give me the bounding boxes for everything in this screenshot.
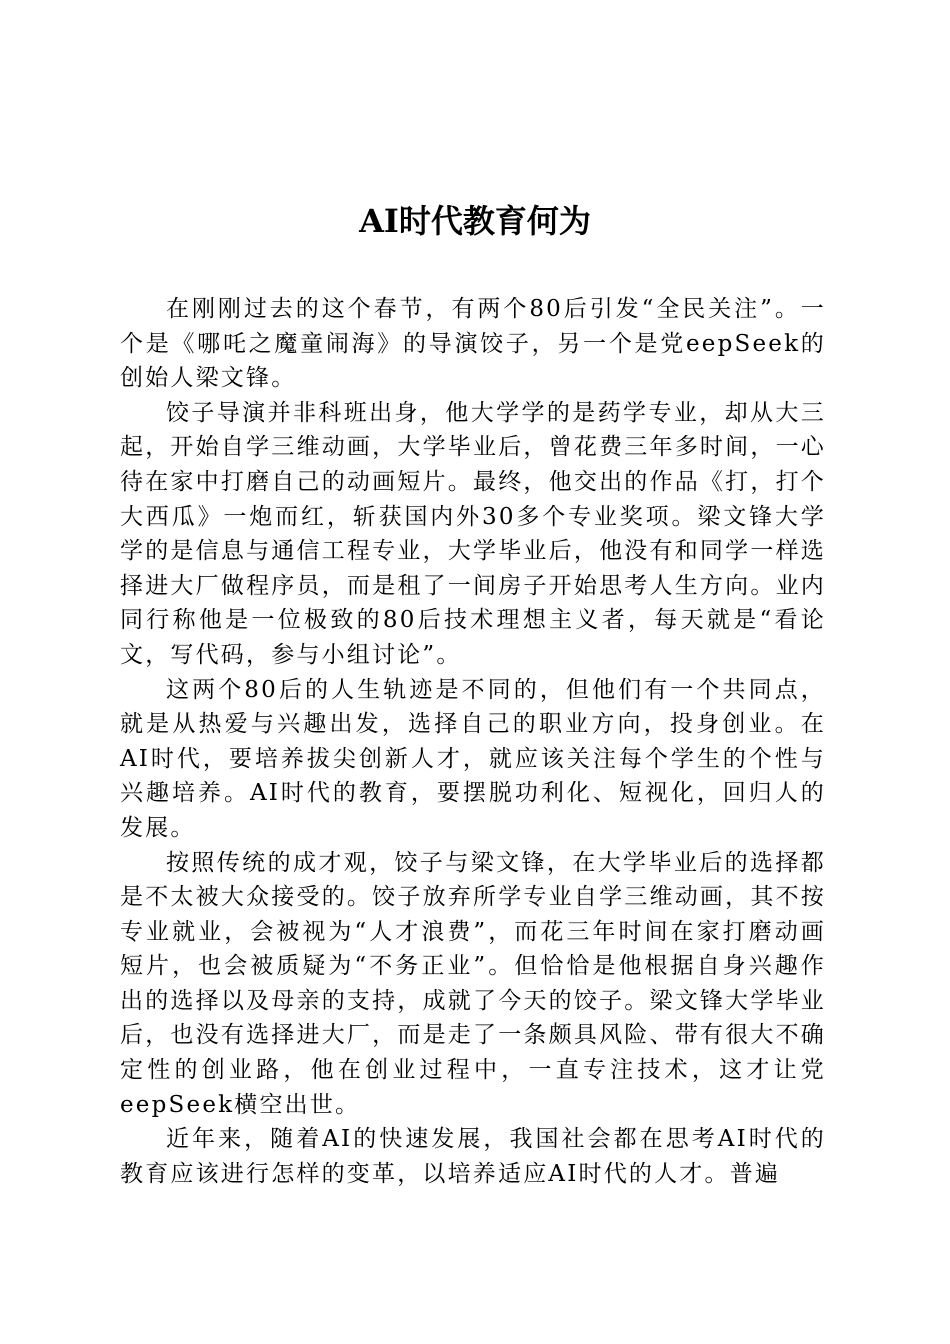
paragraph-5: 近年来，随着AI的快速发展，我国社会都在思考AI时代的教育应该进行怎样的变革，以培养适应AI时代的人才。普遍 <box>120 1126 826 1187</box>
paragraph-1: 在刚刚过去的这个春节，有两个80后引发“全民关注”。一个是《哪吒之魔童闹海》的导演饺子，另一个是党eepSeek的创始人梁文锋。 <box>120 296 826 392</box>
document-body <box>120 292 826 1191</box>
paragraph-2: 饺子导演并非科班出身，他大学学的是药学专业，却从大三起，开始自学三维动画，大学毕业后，曾花费三年多时间，一心待在家中打磨自己的动画短片。最终，他交出的作品《打，打个大西瓜》一炮而红，斩获国内外30多个专业奖项。梁文锋大学学的是信息与通信工程专业，大学毕业后，他没有和同学一样选择进大厂做程序员，而是租了一间房子开始思考人生方向。业内同行称他是一位极致的80后技术理想主义者，每天就是“看论文，写代码，参与小组讨论”。 <box>120 399 826 668</box>
paragraph-3: 这两个80后的人生轨迹是不同的，但他们有一个共同点，就是从热爱与兴趣出发，选择自己的职业方向，投身创业。在AI时代，要培养拔尖创新人才，就应该关注每个学生的个性与兴趣培养。AI时代的教育，要摆脱功利化、短视化，回归人的发展。 <box>120 676 826 841</box>
document-title: AI时代教育何为 <box>359 202 591 240</box>
paragraph-4: 按照传统的成才观，饺子与梁文锋，在大学毕业后的选择都是不太被大众接受的。饺子放弃所学专业自学三维动画，其不按专业就业，会被视为“人才浪费”，而花三年时间在家打磨动画短片，也会被质疑为“不务正业”。但恰恰是他根据自身兴趣作出的选择以及母亲的支持，成就了今天的饺子。梁文锋大学毕业后，也没有选择进大厂，而是走了一条颇具风险、带有很大不确定性的创业路，他在创业过程中，一直专注技术，这才让党eepSeek横空出世。 <box>120 849 826 1118</box>
